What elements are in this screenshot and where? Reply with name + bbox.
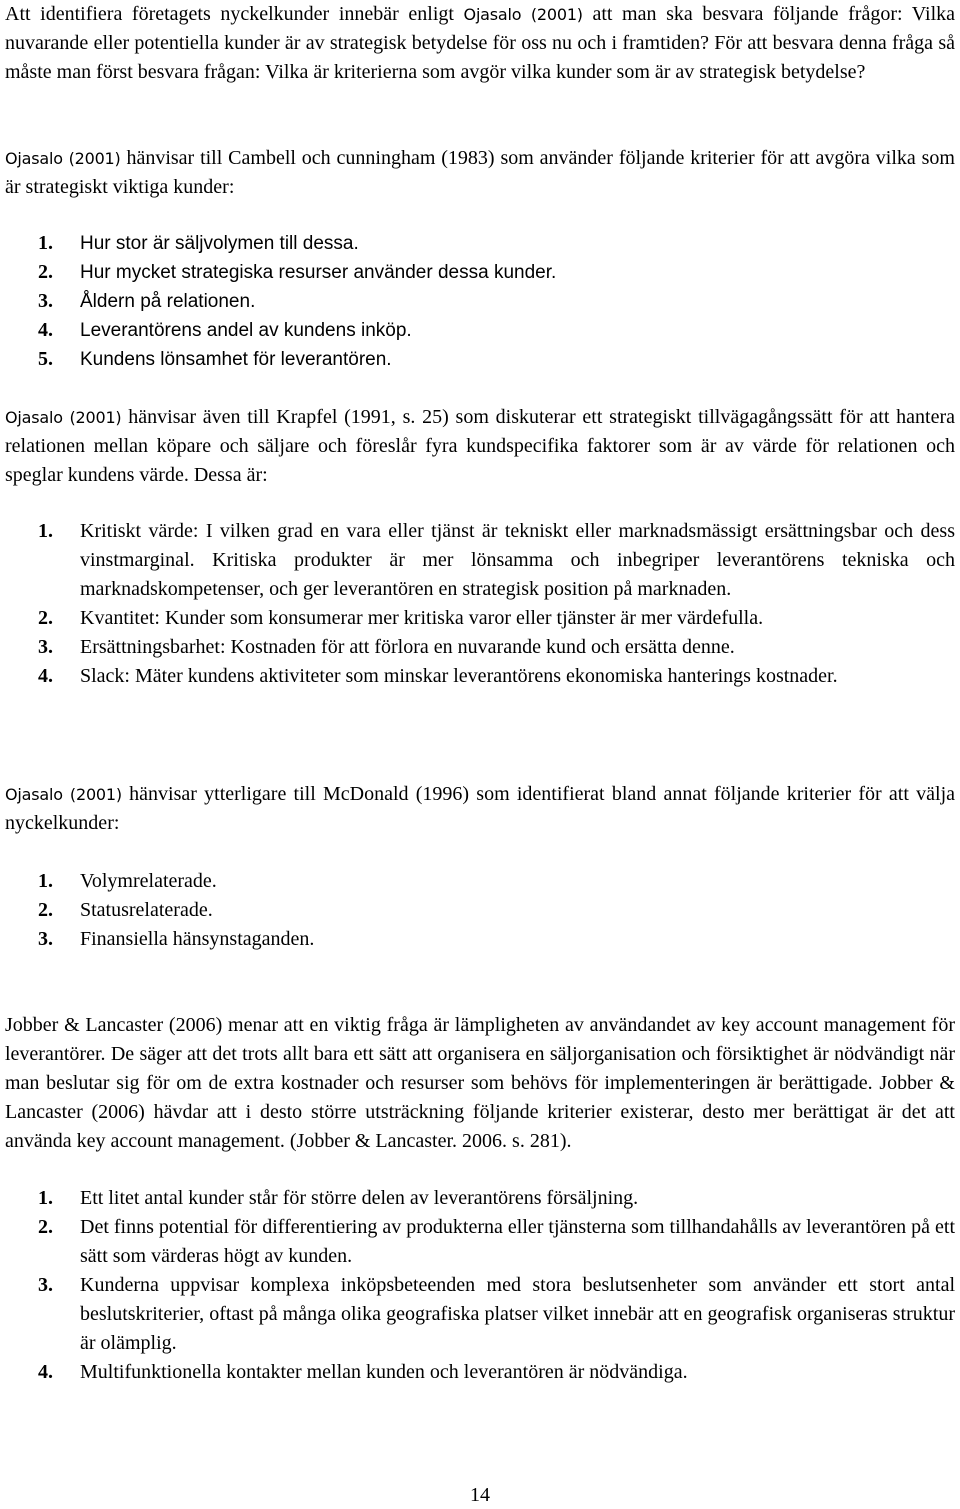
citation-ojasalo: Ojasalo (2001) <box>5 408 122 427</box>
paragraph-cambell-text: hänvisar till Cambell och cunningham (1983) som använder följande kriterier för att avgöra vilka som är strategiskt viktiga kunder: <box>5 147 955 198</box>
list-cambell-criteria <box>5 229 955 374</box>
list-item: 4. Multifunktionella kontakter mellan kunden och leverantören är nödvändiga. <box>38 1361 688 1383</box>
list-item: 3. Ersättningsbarhet: Kostnaden för att förlora en nuvarande kund och ersätta denne. <box>38 636 735 658</box>
paragraph-krapfel <box>5 403 955 490</box>
page-number: 14 <box>470 1484 490 1506</box>
paragraph-mcdonald-text: hänvisar ytterligare till McDonald (1996) som identifierat bland annat följande kriterier för att välja nyckelkunder: <box>5 783 955 834</box>
list-item: 4. Slack: Mäter kundens aktiviteter som minskar leverantörens ekonomiska hanterings kostnader. <box>38 665 838 687</box>
list-mcdonald-criteria <box>5 867 955 954</box>
list-jobber-criteria <box>5 1184 955 1387</box>
paragraph-cambell <box>5 144 955 202</box>
list-item: 1. Volymrelaterade. <box>38 870 217 892</box>
paragraph-intro <box>5 0 955 87</box>
paragraph-intro-text-b: att man ska besvara följande frågor: Vilka nuvarande eller potentiella kunder är av strategisk betydelse för oss nu och i framtiden? <box>5 3 956 54</box>
paragraph-mcdonald <box>5 780 955 838</box>
list-item: 3. Åldern på relationen. <box>38 290 256 312</box>
paragraph-intro-text-a: Att identifiera företagets nyckelkunder innebär enligt <box>5 3 454 25</box>
list-item: 4. Leverantörens andel av kundens inköp. <box>38 319 412 341</box>
citation-ojasalo: Ojasalo (2001) <box>5 785 122 804</box>
citation-ojasalo: Ojasalo (2001) <box>463 5 583 24</box>
paragraph-jobber-lancaster-text: Jobber & Lancaster (2006) menar att en viktig fråga är lämpligheten av användandet av key account management för leverantörer. De säger att det trots allt bara ett sätt att organisera en säljorganisation och försiktighet är nödvändigt när man beslutar sig för om de extra kostnader och resurser som behövs för implementeringen är berättigade. Jobber & Lancaster (2006) hävdar att i desto större utsträckning följande kriterier existerar, desto mer berättigat är det att använda key account management. (Jobber & Lancaster. 2006. s. 281). <box>5 1014 955 1152</box>
list-item: 2. Kvantitet: Kunder som konsumerar mer kritiska varor eller tjänster är mer värdefulla. <box>38 607 764 629</box>
list-item: 2. Hur mycket strategiska resurser använder dessa kunder. <box>38 261 557 283</box>
citation-ojasalo: Ojasalo (2001) <box>5 149 121 168</box>
paragraph-jobber-lancaster <box>5 1011 955 1156</box>
list-item: 3. Finansiella hänsynstaganden. <box>38 928 315 950</box>
list-item: 1. Kritiskt värde: I vilken grad en vara eller tjänst är tekniskt eller marknadsmässigt ersättningsbar och dess vinstmarginal. Kritiska produkter är mer lönsamma och inbegriper leverantörens tekniska och marknadskompetenser, och ger leverantören en strategisk position på marknaden. <box>38 520 955 600</box>
list-krapfel-factors <box>5 517 955 691</box>
list-item: 5. Kundens lönsamhet för leverantören. <box>38 348 392 370</box>
list-item: 1. Hur stor är säljvolymen till dessa. <box>38 232 359 254</box>
paragraph-krapfel-text: hänvisar även till Krapfel (1991, s. 25) som diskuterar ett strategiskt tillvägagångssätt för att hantera relationen mellan köpare och säljare och föreslår fyra kundspecifika faktorer som är av värde för relationen och speglar kundens värde. Dessa är: <box>5 406 956 486</box>
list-item: 1. Ett litet antal kunder står för större delen av leverantörens försäljning. <box>38 1187 639 1209</box>
list-item: 3. Kunderna uppvisar komplexa inköpsbeteenden med stora beslutsenheter som använder ett stort antal beslutskriterier, oftast på många olika geografiska platser vilket innebär att en geografisk organiseras struktur är olämplig. <box>38 1274 955 1354</box>
paragraph-intro-text-c: För att besvara denna fråga så måste man först besvara frågan: Vilka är kriterierna som avgör vilka kunder som är av strategisk betydelse? <box>5 32 955 83</box>
list-item: 2. Det finns potential för differentiering av produkterna eller tjänsterna som tillhandahålls av leverantören på ett sätt som värderas högt av kunden. <box>38 1216 955 1267</box>
list-item: 2. Statusrelaterade. <box>38 899 213 921</box>
